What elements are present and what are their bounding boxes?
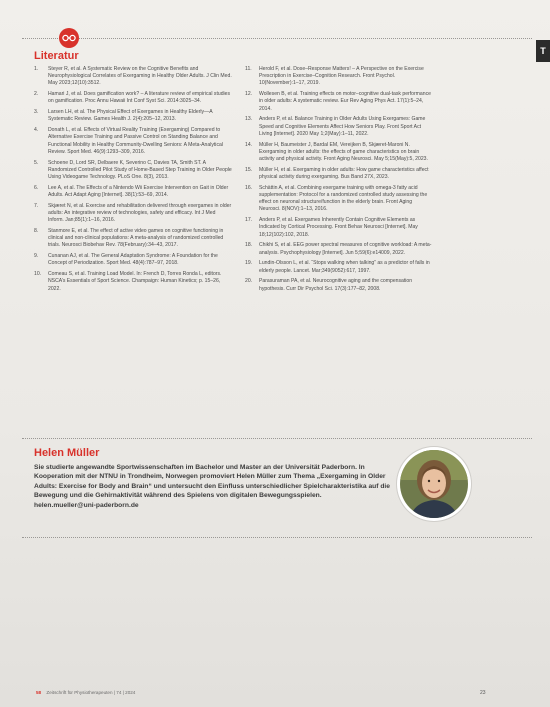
reference-text: Anders P, et al. Balance Training in Older Adults Using Exergames: Game Speed and Cognitive Elements Affect How Seniors Play. Front Sport Act Living [Internet]. 2020 May 1;2(May):1–11, 2022. <box>259 116 426 137</box>
reference-text: Lundin-Olsson L, et al. “Stops walking when talking” as a predictor of falls in elderly people. Lancet. Mar;349(9052):617, 1997. <box>259 260 430 274</box>
reference-item <box>245 116 433 138</box>
reference-text: Donath L, et al. Effects of Virtual Reality Training (Exergaming) Compared to Alternative Exercise Training and Passive Control on Standing Balance and Functional Mobility in Healthy Community-Dwelling Seniors: A Meta-Analytical Review. Sport Med. 46(9):1293–309, 2016. <box>48 127 223 155</box>
reference-text: Steyer R, et al. A Systematic Review on the Cognitive Benefits and Neurophysiological Correlates of Exergaming in Healthy Older Adults. J Clin Med. May 2023;12(10):3512. <box>48 66 232 87</box>
glasses-icon <box>59 28 79 48</box>
reference-item <box>245 167 433 181</box>
reference-text: Anders P, et al. Exergames Inherently Contain Cognitive Elements as Indicated by Cortical Processing. Front Behav Neurosci [Internet]. May 18;12(102):102, 2018. <box>259 217 418 238</box>
reference-number: 15. <box>245 166 253 173</box>
reference-item <box>34 228 232 250</box>
reference-text: Lee A, et al. The Effects of a Nintendo Wii Exercise Intervention on Gait in Older Adults. Act Adapt Aging [Internet]. 38(1):53–69, 2014. <box>48 184 229 199</box>
author-bio <box>34 463 394 510</box>
section-tab-label: T <box>540 46 546 56</box>
author-photo <box>397 447 471 521</box>
reference-number: 20. <box>245 278 253 285</box>
reference-list-left <box>34 66 232 296</box>
journal-name: Zeitschrift für Physiotherapeuten | 74 | 2024 <box>46 690 136 695</box>
author-name: Helen Müller <box>34 447 100 459</box>
section-tab <box>536 40 550 62</box>
reference-number: 7. <box>34 202 39 209</box>
reference-number: 12. <box>245 91 253 98</box>
reference-number: 10. <box>34 271 42 278</box>
reference-item <box>34 185 232 199</box>
reference-number: 17. <box>245 217 253 224</box>
reference-text: Skjæret N, et al. Exercise and rehabilitation delivered through exergames in older adults: An integrative review of technologies, safety and efficacy. Int J Med Inform. Jan;85(1):1–16, 2016. <box>48 202 232 224</box>
reference-number: 2. <box>34 91 39 98</box>
reference-item <box>245 142 433 164</box>
reference-text: Stanmore E, et al. The effect of active video games on cognitive functioning in clinical and non-clinical populations: A meta-analysis of randomized controlled trials. Neurosci Biobehav Rev. 78(February):34–43, 2017. <box>48 228 224 249</box>
reference-number: 14. <box>245 141 253 148</box>
author-bio-text: Sie studierte angewandte Sportwissenschaften im Bachelor und Master an der Universität Paderborn. In Kooperation mit der NTNU in Trondheim, Norwegen promoviert Helen Müller zum Thema „Exergaming in Older Adults: Exercise for Body and Brain“ und untersucht den Einfluss unterschiedlicher Spielcharakteristika auf die Bewegung und die Gehirnaktivität während des Spielens von digitalen Bewegungsspielen. <box>34 464 391 500</box>
reference-list-right <box>245 66 433 296</box>
reference-number: 18. <box>245 242 253 249</box>
portrait-image <box>400 450 468 518</box>
reference-item <box>34 109 232 123</box>
page-number-left: 58 <box>36 690 42 695</box>
reference-number: 19. <box>245 260 253 267</box>
reference-item <box>245 242 433 256</box>
reference-text: Müller H, et al. Exergaming in older adults: How game characteristics affect physical activity during exergaming. Bus Band 27X, 2023. <box>259 166 429 181</box>
reference-item <box>245 278 433 292</box>
reference-text: Larsen LH, et al. The Physical Effect of Exergames in Healthy Elderly—A Systematic Review. Games Health J. 2(4):205–12, 2013. <box>48 109 213 123</box>
reference-item <box>245 66 433 88</box>
reference-text: Herold F, et al. Dose–Response Matters! – A Perspective on the Exercise Prescription in Exercise–Cognition Research. Front Psychol. 10(November):1–17, 2019. <box>259 66 424 87</box>
reference-text: Chikhi S, et al. EEG power spectral measures of cognitive workload: A meta-analysis. Psychophysiology [Internet]. Jun 5;59(6):e14009, 2022. <box>259 242 432 256</box>
reference-item <box>34 91 232 105</box>
page-number-right: 23 <box>480 690 486 696</box>
reference-item <box>34 203 232 225</box>
reference-text: Müller H, Baumeister J, Bardal EM, Vereijken B, Skjæret-Maroni N. Exergaming in older adults: the effects of game characteristics on brain activity and physical activity. Front Aging Neurosci. May 5;15(May):5, 2023. <box>259 141 428 163</box>
divider-middle <box>22 438 532 439</box>
reference-item <box>34 66 232 88</box>
reference-item <box>34 160 232 182</box>
reference-number: 9. <box>34 253 39 260</box>
divider-bottom <box>22 537 532 538</box>
reference-text: Parasuraman PA, et al. Neurocognitive aging and the compensation hypothesis. Curr Dir Psychol Sci. 17(3):177–82, 2008. <box>259 278 413 292</box>
reference-text: Comeau S, et al. Training Load Model. In: French D, Torres Ronda L, editors. NSCA’s Essentials of Sport Science. Champaign: Human Kinetics; p. 15–26, 2022. <box>48 271 222 292</box>
reference-item <box>245 217 433 239</box>
reference-item <box>245 91 433 113</box>
reference-item <box>34 127 232 156</box>
reference-text: Hamari J, et al. Does gamification work? – A literature review of empirical studies on gamification. Proc Annu Hawaii Int Conf Syst Sci. 2014:3025–34. <box>48 91 231 105</box>
author-email[interactable]: helen.mueller@uni-paderborn.de <box>34 501 139 509</box>
reference-text: Wollesen B, et al. Training effects on motor–cognitive dual-task performance in older adults: A systematic review. Eur Rev Aging Phys Act. 17(1):5–24, 2014. <box>259 91 431 112</box>
reference-text: Schättin A, et al. Combining exergame training with omega-3 fatty acid supplementation: Protocol for a randomized controlled study assessing the effect on neuronal structure/function in the elderly brain. Front Aging Neurosci. 8(NOV):1–13, 2016. <box>259 184 428 213</box>
reference-item <box>245 185 433 214</box>
reference-item <box>34 271 232 293</box>
reference-text: Schoene D, Lord SR, Delbaere K, Severino C, Davies TA, Smith ST. A Randomized Controlled Pilot Study of Home-Based Step Training in Older People Using Videogame Technology. PLoS One. 8(3), 2013. <box>48 159 232 181</box>
reference-number: 6. <box>34 184 39 191</box>
reference-number: 1. <box>34 66 39 72</box>
reference-number: 16. <box>245 184 253 191</box>
reference-number: 4. <box>34 127 39 134</box>
reference-number: 5. <box>34 159 39 166</box>
reference-number: 11. <box>245 66 252 72</box>
reference-text: Cunanan AJ, et al. The General Adaptation Syndrome: A Foundation for the Concept of Periodization. Sport Med. 48(4):787–97, 2018. <box>48 253 218 267</box>
divider-top <box>22 38 532 39</box>
literature-heading: Literatur <box>34 50 79 62</box>
reference-item <box>245 260 433 274</box>
footer-left <box>36 690 135 695</box>
reference-number: 13. <box>245 116 253 123</box>
reference-item <box>34 253 232 267</box>
reference-number: 3. <box>34 109 39 116</box>
reference-number: 8. <box>34 228 39 235</box>
